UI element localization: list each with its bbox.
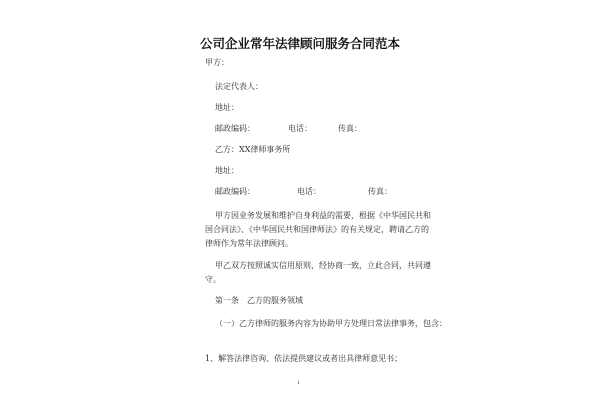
paragraph-line: 律师作为常年法律顾问。 [205,239,293,248]
party-a-postal-label: 邮政编码： [215,124,255,133]
document-title: 公司企业常年法律顾问服务合同范本 [199,36,400,51]
clause-line: （一）乙方律师的服务内容为协助甲方处理日常法律事务，包含： [215,319,447,328]
party-a-fax-label: 传真： [338,124,362,133]
party-a-phone-label: 电话： [288,124,312,133]
party-b-postal-label: 邮政编码： [215,187,255,196]
party-b-label: 乙方：XX律师事务所 [215,145,291,154]
paragraph-line: 守。 [205,275,221,284]
party-b-phone-label: 电话： [297,187,321,196]
paragraph-line: 国合同法》、《中华国民共和国律师法》的有关规定，聘请乙方的 [205,225,429,234]
party-a-legal-rep-label: 法定代表人： [215,82,263,91]
party-a-address-label: 地址： [215,103,239,112]
page-number: 1 [297,380,301,386]
party-a-label: 甲方： [205,58,229,67]
party-b-fax-label: 传真： [368,187,392,196]
paragraph-line: 甲乙双方按照诚实信用原则，经协商一致，立此合同，共同遵 [215,261,431,270]
list-item: 1、解答法律咨询、依法提供建议或者出具律师意见书； [205,354,403,363]
article-heading: 第一条 乙方的服务领域 [215,296,303,305]
paragraph-line: 甲方因业务发展和维护自身利益的需要，根据《中华国民共和 [215,211,431,220]
party-b-address-label: 地址： [215,166,239,175]
